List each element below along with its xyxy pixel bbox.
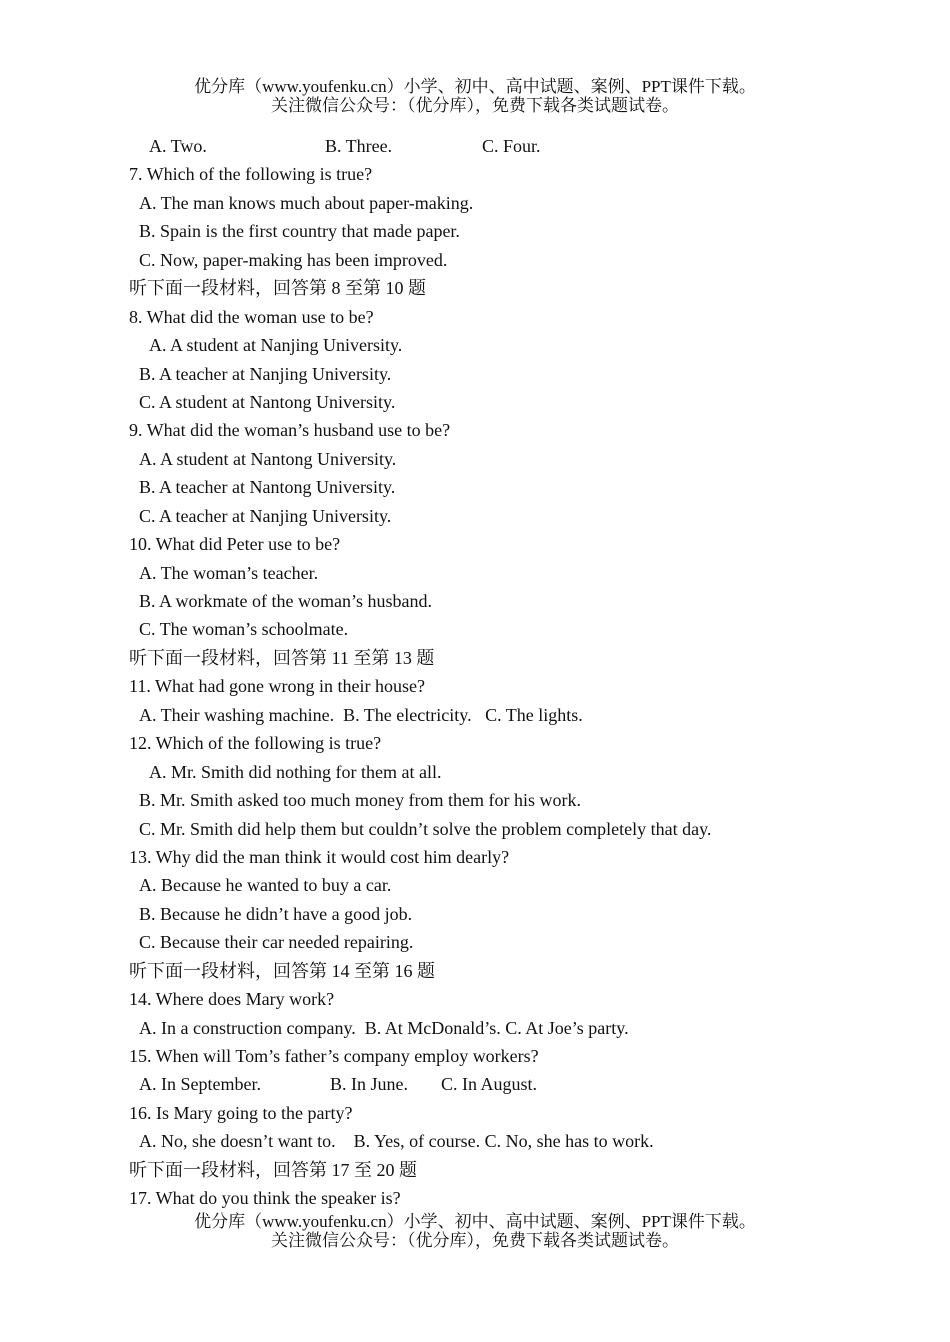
section-heading-8-10: 听下面一段材料，回答第 8 至第 10 题 [129,278,426,299]
q8-option-a: A. A student at Nanjing University. [149,335,403,356]
q15-option-c: C. In August. [441,1074,538,1095]
q16-question: 16. Is Mary going to the party? [129,1102,353,1123]
q15-options [129,1070,889,1098]
q8-option-c: C. A student at Nantong University. [139,391,396,412]
q16-options: A. No, she doesn’t want to. B. Yes, of course. C. No, she has to work. [139,1131,654,1152]
q13-question: 13. Why did the man think it would cost him dearly? [129,846,510,867]
q7-question: 7. Which of the following is true? [129,164,373,185]
exam-content [129,132,889,1213]
page-header [0,77,950,115]
q6-options [129,132,889,160]
page-footer [0,1212,950,1250]
q8-option-b: B. A teacher at Nanjing University. [139,363,392,384]
q12-option-b: B. Mr. Smith asked too much money from them for his work. [139,790,581,811]
section-heading-17-20: 听下面一段材料，回答第 17 至 20 题 [129,1159,417,1180]
q6-option-c: C. Four. [482,136,541,156]
q14-question: 14. Where does Mary work? [129,989,335,1010]
header-line-2: 关注微信公众号：（优分库），免费下载各类试题试卷。 [271,96,679,115]
q12-option-c: C. Mr. Smith did help them but couldn’t solve the problem completely that day. [139,818,712,839]
q12-option-a: A. Mr. Smith did nothing for them at all. [149,761,442,782]
q10-option-a: A. The woman’s teacher. [139,562,319,583]
q11-question: 11. What had gone wrong in their house? [129,676,425,697]
q6-option-a: A. Two. [149,136,207,156]
q8-question: 8. What did the woman use to be? [129,306,374,327]
q15-option-b: B. In June. [330,1074,408,1095]
header-line-1: 优分库（www.youfenku.cn）小学、初中、高中试题、案例、PPT课件下载。 [194,77,756,96]
q13-option-a: A. Because he wanted to buy a car. [139,875,392,896]
q9-option-a: A. A student at Nantong University. [139,448,397,469]
q10-option-c: C. The woman’s schoolmate. [139,619,349,640]
q7-option-b: B. Spain is the first country that made paper. [139,221,460,242]
q15-question: 15. When will Tom’s father’s company employ workers? [129,1046,539,1066]
footer-line-2: 关注微信公众号：（优分库），免费下载各类试题试卷。 [271,1231,679,1250]
q11-options: A. Their washing machine. B. The electricity. C. The lights. [139,704,583,725]
q15-option-a: A. In September. [139,1074,261,1095]
q17-question: 17. What do you think the speaker is? [129,1188,401,1209]
q9-option-b: B. A teacher at Nantong University. [139,477,396,498]
q10-option-b: B. A workmate of the woman’s husband. [139,591,432,611]
q7-option-c: C. Now, paper-making has been improved. [139,249,448,270]
q12-question: 12. Which of the following is true? [129,733,382,754]
q13-option-c: C. Because their car needed repairing. [139,932,414,953]
footer-line-1: 优分库（www.youfenku.cn）小学、初中、高中试题、案例、PPT课件下载。 [194,1212,756,1231]
q9-option-c: C. A teacher at Nanjing University. [139,505,392,526]
section-heading-14-16: 听下面一段材料，回答第 14 至第 16 题 [129,960,435,981]
q14-options: A. In a construction company. B. At McDonald’s. C. At Joe’s party. [139,1017,629,1038]
q13-option-b: B. Because he didn’t have a good job. [139,903,413,924]
q10-question: 10. What did Peter use to be? [129,534,341,555]
q7-option-a: A. The man knows much about paper-making. [139,192,474,213]
section-heading-11-13: 听下面一段材料，回答第 11 至第 13 题 [129,647,435,668]
q9-question: 9. What did the woman’s husband use to be? [129,420,451,441]
q6-option-b: B. Three. [325,136,393,156]
